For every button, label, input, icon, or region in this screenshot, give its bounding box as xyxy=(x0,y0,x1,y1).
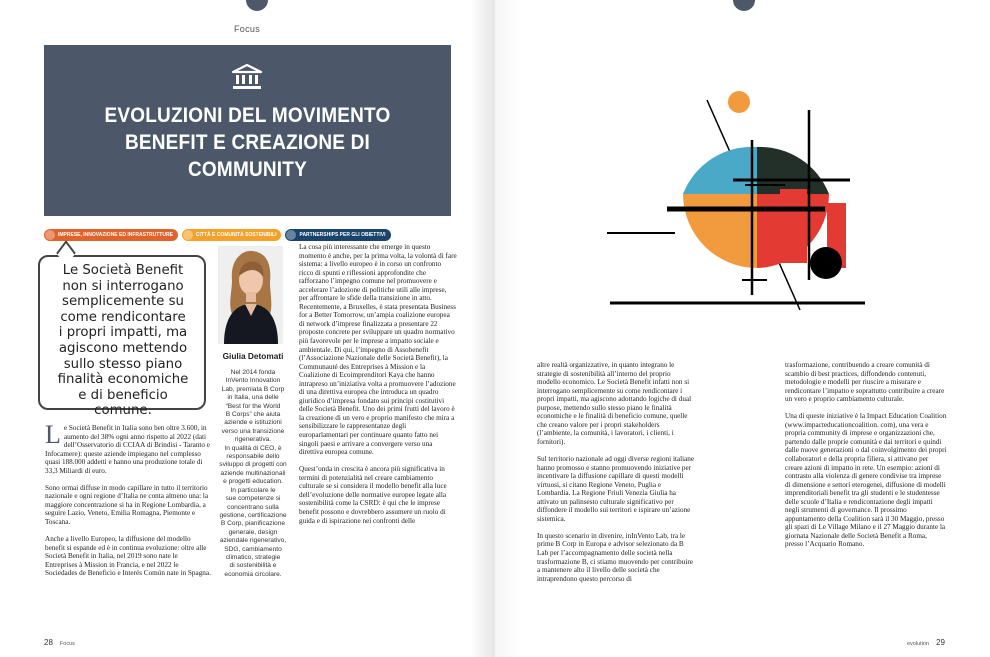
title-line: BENEFIT E CREAZIONE DI xyxy=(124,131,371,155)
left-page-footer xyxy=(44,638,75,647)
sdg-tag-industry: IMPRESE, INNOVAZIONE ED INFRASTRUTTURE xyxy=(44,229,178,241)
title-line: COMMUNITY xyxy=(188,157,307,182)
section-label: Focus xyxy=(234,24,261,34)
paragraph: Anche a livello Europeo, la diffusione del modello benefit si espande ed è in continua evoluzione: oltre alle Società Benefit in Italia, nel 2019 sono nate le Entreprises à Mission in Francia, e nel 2022 le Sociedades de Beneficio e Interés Común nate in Spagna. xyxy=(45,535,211,578)
paragraph: altre realtà organizzative, in quanto integrano le strategie di sostenibilità all’interno del proprio modello economico. Le Società Benefit infatti non si interrogano semplicemente su come rendicontare i propri impatti, ma agiscono adottando logiche di dual purpose, mettendo sullo stesso piano le finalità economiche e le finalità di beneficio comune, quelle che creano valore per i propri stakeholders (l’ambiente, la comunità, i lavoratori, i clienti, i fornitori). xyxy=(537,361,692,446)
drop-cap: L xyxy=(45,420,61,449)
paragraph: trasformazione, contribuendo a creare comunità di scambio di best practices, diffondendo contenuti, metodologie e modelli per riuscire a misurare e rendicontare l’impatto e soprattutto contribuire a creare un vero e proprio cambiamento culturale. xyxy=(785,361,945,404)
paragraph: Quest’onda in crescita è ancora più significativa in termini di potenzialità nel creare cambiamento culturale se si considera il modello benefit alla luce dell’evoluzione delle normative europee legate alla sostenibilità come la CSRD: è qui che le imprese benefit possono e dovrebbero assumere un ruolo di guida e di ispirazione nei confronti delle xyxy=(299,465,447,525)
paragraph: In questo scenario in divenire, inInVento Lab, tra le prime B Corp in Europa e advisor selezionato da B Lab per l’accompagnamento delle società nella trasformazione B, ci stiamo muovendo per contribuire a mantenere alto il livello delle società che intraprendono questo percorso di xyxy=(537,531,693,583)
sdg-tags xyxy=(44,229,391,241)
sdg-tag-cities: CITTÀ E COMUNITÀ SOSTENIBILI xyxy=(182,229,282,241)
abstract-artwork xyxy=(595,80,875,320)
author-bio: Nel 2014 fonda InVento Innovation Lab, premiata B Corp in Italia, una delle “Best for the World B Corps” che aiuta aziende e istituzioni verso una transizione rigenerativa. In qualità di CEO, è responsabile dello sviluppo di progetti con aziende multinazionali e progetti education. In particolare le sue competenze si concentrano sulla gestione, certificazione B Corp, pianificazione generale, design aziendale rigenerativo, SDG, cambiamento climatico, strategie di sostenibilità e economia circolare. xyxy=(219,369,287,578)
paragraph: Una di queste iniziative è la Impact Education Coalition (www.impacteducationcoalition. com), una vera e propria community di imprese e organizzazioni che, partendo dalle proprie comunità e dai territori e quindi dalle nuove generazioni o dal coinvolgimento dei propri collaboratori e della propria filiera, si attivano per creare azioni di impatto in rete. Un esempio: azioni di contrasto alla violenza di genere condivise tra imprese di dimensione e settori eterogenei, diffusione di modelli imprenditoriali benefit tra gli studenti e le studentesse delle scuole d’Italia e rendicontazione degli impatti negli strumenti di governance. Il prossimo appuntamento della Coalition sarà il 30 Maggio, presso gli spazi di Le Village Milano e il 27 Maggio durante la giornata Nazionale delle Società Benefit a Roma, presso l’Acquario Romano. xyxy=(785,412,947,549)
author-portrait xyxy=(218,246,283,344)
page-number: 29 xyxy=(936,638,945,647)
institution-icon xyxy=(231,64,263,90)
paragraph: La cosa più interessante che emerge in questo momento è anche, per la prima volta, la volontà di fare sistema: a livello europeo è in corso un confronto ricco di spunti e riflessioni approfondite che rafforzano l’impegno comune nel promuovere e accelerare l’adozione di politiche utili alle imprese, per affrontare le sfide della transizione in atto. Recentemente, a Bruxelles, è stata presentata Business for a Better Tomorrow, un’ampia coalizione europea di network d’imprese finalizzata a presentare 22 proposte concrete per sviluppare un quadro normativo più favorevole per le imprese a impatto sociale e ambientale. Di qui, l’impegno di Assobenefit (l’Associazione Nazionale delle Società Benefit), la Communauté des Entreprises à Mission e la Coalizione di Ecoimprenditori Kaya che hanno intrapreso un’iniziativa volta a promuovere l’adozione di una direttiva europea che introduca un quadro giuridico d’impresa fondato sui principi costitutivi delle Società Benefit. Uno dei primi frutti del lavoro è la creazione di un vero e proprio manifesto che mira a sensibilizzare le rappresentanze degli europarlamentari per continuare quanto fatto nei singoli paesi e arrivare a convergere verso una direttiva europea comune. xyxy=(299,243,457,457)
pull-quote xyxy=(38,255,206,419)
title-line: EVOLUZIONI DEL MOVIMENTO xyxy=(104,104,391,128)
right-page xyxy=(495,0,990,657)
paragraph: Sul territorio nazionale ad oggi diverse regioni italiane hanno promosso e stanno promuovendo iniziative per incentivare la diffusione capillare di questi modelli virtuosi, si citano Regione Veneto, Puglia e Lombardia. La Regione Friuli Venezia Giulia ha attivato un palinsesto culturale significativo per diffondere il modello sui territori e ispirare un’azione sistemica. xyxy=(537,455,695,523)
sdg-gear-icon xyxy=(45,230,55,240)
body-column-4 xyxy=(785,361,947,549)
paragraph: Le Società Benefit in Italia sono ben oltre 3.600, in aumento del 38% ogni anno rispetto al 2022 (dati dell’Osservatorio di CCIAA di Brindisi - Taranto e Infocamere): queste aziende impiegano nel complesso quasi 188.000 addetti e hanno una produzione totale di 33,3 Miliardi di euro. xyxy=(45,420,210,475)
paragraph: Sono ormai diffuse in modo capillare in tutto il territorio nazionale e ogni regione d’Italia ne conta almeno una: la maggiore concentrazione si ha in Regione Lombardia, a seguire Lazio, Veneto, Emilia Romagna, Piemonte e Toscana. xyxy=(45,483,209,527)
author-name: Giulia Detomati xyxy=(222,351,284,361)
body-column-3 xyxy=(537,361,695,583)
portrait-image xyxy=(218,246,283,344)
sdg-rings-icon xyxy=(286,230,296,240)
magazine-name: evolution xyxy=(907,641,930,647)
body-column-2 xyxy=(299,243,457,525)
title-banner xyxy=(44,45,451,216)
body-column-1 xyxy=(45,420,211,578)
right-page-footer xyxy=(907,638,945,647)
page-number: 28 xyxy=(44,638,53,647)
sdg-city-icon xyxy=(183,230,193,240)
magazine-name: Focus xyxy=(59,641,75,647)
article-title xyxy=(54,103,441,184)
sdg-tag-partnerships: PARTNERSHIPS PER GLI OBIETTIVI xyxy=(285,229,390,241)
pull-quote-text: Le Società Benefit non si interrogano semplicemente su come rendicontare i propri impatti, ma agiscono mettendo sullo stesso piano finalità economiche e di beneficio comune. xyxy=(57,263,189,419)
